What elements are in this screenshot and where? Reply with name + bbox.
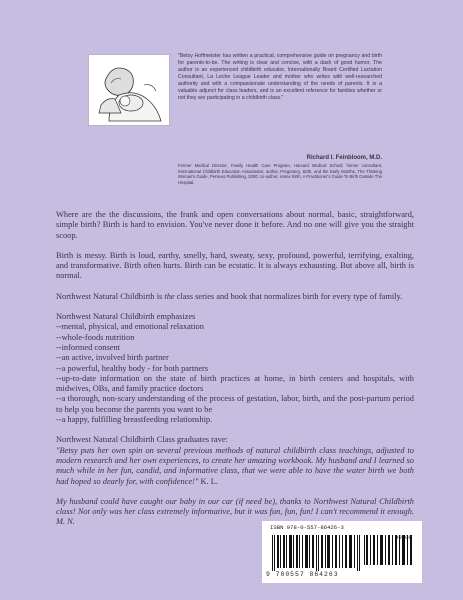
testimonial-kl-signature: K. L. xyxy=(198,476,218,486)
isbn-label: ISBN 978-0-557-86426-3 xyxy=(270,524,344,531)
endorsement-credentials: Former Medical Director, Family Health Care Program, Harvard Medical School; former consultant, International Childbirth Education Association; author, Pregnancy, Birth, and the Early Months, The Thinking Woman's Guide, Perseus Publishing, 2000; co-author, Home Birth, A Practitioner's Guide To Birth Outside The Hospital. xyxy=(178,163,382,185)
class-series-text-start: Northwest Natural Childbirth is xyxy=(56,291,165,301)
barcode-icon xyxy=(268,531,418,573)
list-item: --an active, involved birth partner xyxy=(56,353,169,363)
illustration-icon xyxy=(89,55,169,125)
list-item: --informed consent xyxy=(56,342,120,352)
emphasis-list xyxy=(56,322,414,425)
mother-and-baby-illustration xyxy=(88,54,170,126)
list-item: --mental, physical, and emotional relaxation xyxy=(56,322,204,332)
class-series-text-end: class series and book that normalizes birth for every type of family. xyxy=(174,291,403,301)
paragraph-birth-is-messy: Birth is messy. Birth is loud, earthy, smelly, hard, sweaty, sexy, profound, powerful, terrifying, exalting, and transformative. Birth often hurts. Birth can be ecstatic. It is always exhausting. But above all, birth is normal. xyxy=(56,250,414,281)
rave-intro: Northwest Natural Childbirth Class graduates rave: xyxy=(56,435,228,445)
endorsement-block xyxy=(88,44,382,202)
testimonial-kl-quote: "Betsy puts her own spin on several previous methods of natural childbirth class teachings, adjusted to modern research and her own experiences, to create her amazing workbook. My husband and I learned so much while in her fun, candid, and informative class, that we were able to have the water birth we both had hoped so dearly for, with confidence!" xyxy=(56,445,414,486)
isbn-barcode xyxy=(262,521,422,583)
list-item: --up-to-date information on the state of birth practices at home, in birth centers and hospitals, with midwives, OBs, and family practice doctors xyxy=(56,373,414,394)
cover-body-text xyxy=(56,210,414,538)
emphasis-list-intro: Northwest Natural Childbirth emphasizes xyxy=(56,312,196,322)
list-item: --a happy, fulfilling breastfeeding relationship. xyxy=(56,415,213,425)
paragraph-intro: Where are the the discussions, the frank and open conversations about normal, basic, straightforward, simple birth? Birth is hard to envision. You've never done it before. And no one will give you the straight scoop. xyxy=(56,210,414,240)
endorsement-quote: "Betsy Hoffmeister has written a practical, comprehensive guide on pregnancy and birth for parents-to-be. The writing is clear and concise, with a dash of good humor. The author is an experienced childbirth educator, Internationally Board Certified Lactation Consultant, La Leche League Leader and mother who writes with well-researched authority and with a compassionate understanding of the needs of parents. It is a valuable adjunct for class leaders, and is an excellent reference for families whether or not they are participating in a childbirth class." xyxy=(178,53,382,101)
list-item: --a thorough, non-scary understanding of the process of gestation, labor, birth, and the post-partum period to help you become the parents you want to be xyxy=(56,394,414,414)
testimonial-kl xyxy=(56,446,414,487)
list-item: --a powerful, healthy body - for both partners xyxy=(56,363,209,373)
class-series-emphasis: the xyxy=(164,291,175,301)
list-item: --whole-foods nutrition xyxy=(56,332,135,342)
ean-number: 9 780557 864263 xyxy=(266,571,339,578)
endorsement-author: Richard I. Feinbloom, M.D. xyxy=(306,155,382,161)
testimonial-mn: My husband could have caught our baby in our car (if need be), thanks to Northwest Natural Childbirth class! Not only was her class extremely informative, but it was fun, fun, fun! I can't recommend it enough. M. N. xyxy=(56,496,414,527)
paragraph-class-series xyxy=(56,292,414,302)
